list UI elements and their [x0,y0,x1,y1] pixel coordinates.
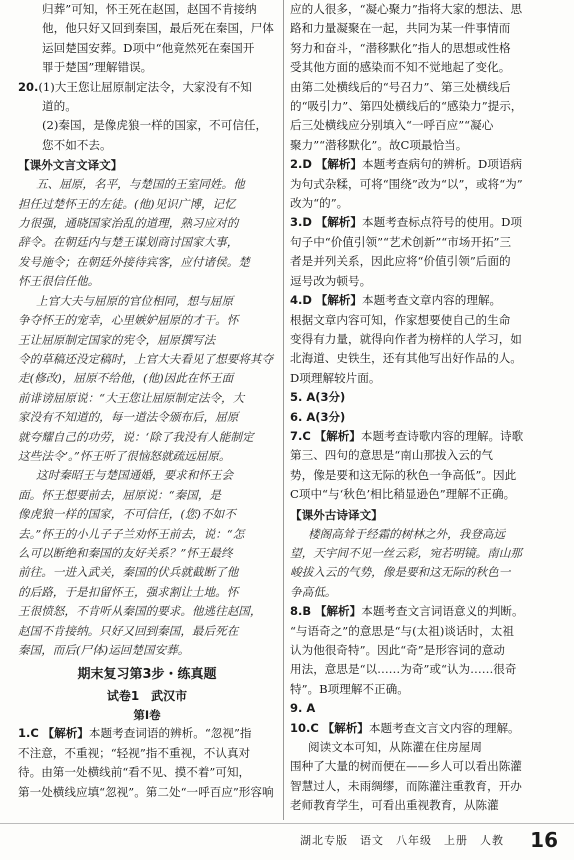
text-line: 去。”怀王的小儿子子兰劝怀王前去，说：“怎 [18,526,245,541]
question-number: 4. [290,293,303,308]
text-line: 智慧过人，未雨绸缪，而陈灌注重教育，开办 [290,778,522,793]
text-line: 后三处横线应分别填入“一呼百应”“凝心 [290,118,494,133]
question-9: 9. A [290,701,316,716]
text-line: 担任过楚怀王的左徒。(他)见识广博，记忆 [18,196,236,211]
text-line: 运回楚国安葬。D项中“他竟然死在秦国开 [42,40,255,55]
text-line: 路和力量凝聚在一起，共同为某一件事情而 [290,21,511,36]
text-line: 前往。一进入武关，秦国的伏兵就截断了他 [18,565,239,580]
text-line: 走(修改)，屈原不给他，(他)因此在怀王面 [18,371,234,386]
question-7 [290,427,556,505]
answer-letter: D [302,215,312,230]
text-line: 用法，意思是“以……为奇”或“认为……很奇 [290,662,517,677]
answer-letter: C [30,726,39,741]
text-line: 的“吸引力”、第四处横线后的“感染力”提示， [290,99,523,114]
analysis-tag: 【解析】 [314,428,361,443]
question-number: 20. [18,79,39,94]
answer-letter: C [310,720,319,735]
text-line: 发号施令；在朝廷外接待宾客，应付诸侯。楚 [18,254,250,269]
text-line: 争夺怀王的宠幸，心里嫉妒屈原的才干。怀 [18,313,239,328]
text-line: 围种了大量的树而便在——乡人可以看出陈灌 [290,759,522,774]
question-1 [18,724,276,802]
analysis-tag: 【解析】 [42,726,89,741]
text-line: (2)秦国，是像虎狼一样的国家，不可信任， [42,118,268,133]
text-line: 者是并列关系，因此应将“价值引领”后面的 [290,254,511,269]
question-6: 6. A(3分) [290,409,346,424]
text-line: 不注意，不重视；“轻视”指不重视，不认真对 [18,745,251,760]
text-line: 争高低。 [290,584,337,599]
text-line: 望，天宇间不见一丝云彩，宛若明镜。南山那 [290,545,522,560]
question-number: 1. [18,726,31,741]
text-line: 家没有不知道的，每一道法令颁布后，屈原 [18,410,239,425]
analysis-tag: 【解析】 [315,293,362,308]
text-line: 根据文章内容可知，作家想要使自己的生命 [290,312,511,327]
text-line: 特”。B项理解不正确。 [290,681,409,696]
text-line: 前诽谤屈原说：“大王您让屈原制定法令，大 [18,390,245,405]
section-heading: 【课外文言文译文】 [18,158,123,173]
text-line: 这时秦昭王与楚国通婚，要求和怀王会 [36,468,234,483]
text-line: 由第二处横线后的“号召力”、第三处横线后 [290,79,511,94]
text-line: 王很愤怒，不肯听从秦国的要求。他逃往赵国， [18,604,262,619]
answer-letter: D [302,157,312,172]
analysis-tag: 【解析】 [322,720,369,735]
review-title: 期末复习第3步・练真题 [77,667,217,683]
page-number: 16 [530,828,558,852]
prev-answer-continuation [18,0,276,78]
text-line: 赵国不肯接纳。只好又回到秦国，最后死在 [18,623,239,638]
question-8 [290,602,556,699]
text-line: 努力和奋斗，“潜移默化”指人的思想或性格 [290,40,511,55]
question-number: 3. [290,215,303,230]
text-line: 上官大夫与屈原的官位相同，想与屈原 [36,293,234,308]
text-line: 本题考查病句的辨析。D项语病 [362,157,523,172]
text-line: 势，像是要和这无际的秋色一争高低”。因此 [290,467,517,482]
text-line: 老师教育学生，可看出重视教育，从陈灌 [290,798,499,813]
text-line: 认为他很奇特”。因此“奇”是形容词的意动 [290,643,505,657]
text-line: 阅读文本可知，从陈灌在住房屋周 [308,740,482,755]
text-line: 道的。 [42,99,77,114]
text-line: 罪于楚国”理解错误。 [42,60,153,75]
classical-translation [18,175,276,660]
text-line: 第一处横线应填“忽视”。第二处“一呼百应”形容响 [18,784,274,799]
question-number: 10. [290,720,311,735]
text-line: 辞令。在朝廷内与楚王谋划商讨国家大事， [18,235,239,250]
analysis-tag: 【解析】 [315,215,362,230]
edition-label: 湖北专版 语文 八年级 上册 人教 [300,834,504,847]
text-line: 北海道、史铁生，还有其他写出好作品的人。 [290,351,522,366]
poem-translation [290,525,556,603]
text-line: 归葬”可知，怀王死在赵国，赵国不肯接纳 [42,2,257,16]
text-line: 为句式杂糅，可将“围绕”改为“以”，或将“为” [290,176,523,191]
answer-letter: C [302,428,311,443]
analysis-tag: 【解析】 [315,157,362,172]
text-line: 令的草稿还没定稿时，上官大夫看见了想要将其夺 [18,351,274,366]
text-line: 您不如不去。 [42,137,112,152]
question-5: 5. A(3分) [290,390,346,405]
question-3 [290,213,556,291]
text-line: 像虎狼一样的国家，不可信任，(您)不如不 [18,507,236,522]
section-heading: 【课外古诗译文】 [290,507,383,522]
text-line: D项理解较片面。 [290,370,381,385]
text-line: 力很强，通晓国家治乱的道理，熟习应对的 [18,216,239,231]
text-line: 王让屈原制定国家的宪令，屈原撰写法 [18,332,216,347]
text-line: 聚力”“潜移默化”。故C项最恰当。 [290,137,468,152]
question-1-continuation [290,0,556,155]
text-line: C项中“与‘秋色’相比稍显逊色”理解不正确。 [290,487,516,502]
answer-letter: D [302,293,312,308]
text-line: 的后路，于是扣留怀王，强求割让土地。怀 [18,584,239,599]
text-line: 这些法令’。”怀王听了很恼怒就疏远屈原。 [18,448,231,463]
text-line: 么可以断绝和秦国的友好关系？”怀王最终 [18,545,233,560]
text-line: 本题考查文言文内容的理解。 [368,720,520,735]
text-line: 应的人很多，“凝心聚力”指将大家的想法、思 [290,2,523,16]
exam-title-block [18,664,276,724]
left-column [18,0,276,820]
right-column [290,0,556,820]
text-line: 变得有力量，就得向作者为榜样的人学习，如 [290,331,522,346]
text-line: 句子中“价值引领”“艺术创新”“市场开拓”三 [290,234,512,249]
part-title: 第Ⅰ卷 [133,708,161,723]
question-number: 2. [290,157,303,172]
text-line: 第三、四句的意思是“南山那拔入云的气 [290,448,494,463]
paper-title: 试卷1 武汉市 [106,689,188,704]
footer-divider [0,823,574,824]
text-line: 本题考查诗歌内容的理解。诗歌 [360,428,524,443]
text-line: 本题考查文章内容的理解。 [362,293,502,308]
text-line: 秦国，而后(尸体)运回楚国安葬。 [18,643,190,657]
answer-letter: B [302,604,312,619]
text-line: 面。怀王想要前去，屈原说：“秦国，是 [18,487,222,502]
text-line: 受其他方面的感染而不知不觉地起了变化。 [290,60,511,75]
text-line: 就夸耀自己的功劳，说：‘除了我没有人能制定 [18,429,254,444]
page-footer [0,822,574,860]
text-line: 五、屈原，名平，与楚国的王室同姓。他 [36,177,245,192]
text-line: 逗号改为顿号。 [290,273,372,288]
analysis-tag: 【解析】 [314,604,362,619]
text-line: 怀王很信任他。 [18,274,100,289]
text-line: 峻拔入云的气势，像是要和这无际的秋色一 [290,565,511,580]
question-10 [290,719,556,816]
text-line: “与语奇之”的意思是“与(太祖)谈话时，太祖 [290,623,514,638]
text-line: (1)大王您让屈原制定法令，大家没有不知 [38,79,252,94]
question-20 [18,78,276,156]
text-line: 本题考查词语的辨析。“忽视”指 [88,726,252,741]
question-4 [290,291,556,388]
text-line: 改为“的”。 [290,196,349,211]
text-line: 楼阁高耸于经霜的树林之外，我登高远 [308,526,506,541]
text-line: 本题考查标点符号的使用。D项 [362,215,523,230]
text-line: 他，他只好又回到秦国，最后死在秦国，尸体 [42,21,274,36]
question-number: 8. [290,604,303,619]
column-divider [283,0,284,820]
text-line: 待。由第一处横线前“看不见、摸不着”可知， [18,765,251,780]
question-2 [290,155,556,213]
question-number: 7. [290,428,303,443]
text-line: 本题考查文言词语意义的判断。 [361,604,524,619]
